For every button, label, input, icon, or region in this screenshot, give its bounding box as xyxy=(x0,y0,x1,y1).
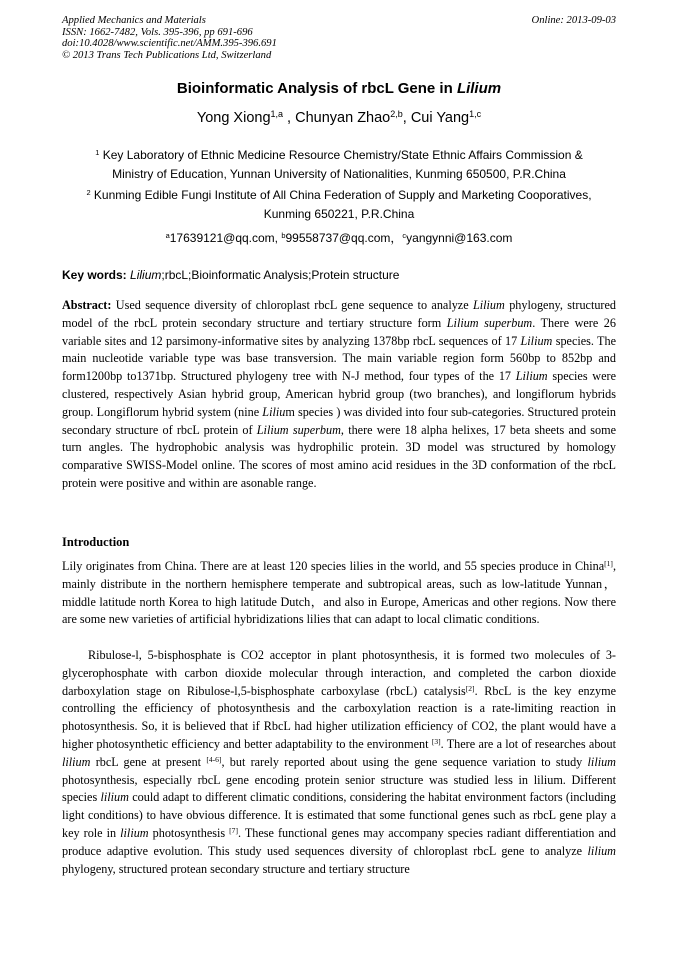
text-run: . RbcL is the key enzyme controlling the efficiency of photosynthesis and the carboxylation reaction is a rate-limiting reaction in photosynthesis. So, it is believed that if RbcL had higher utilization efficiency of CO2, the plant would have a higher photosynthetic efficiency and better adaptability to the environment xyxy=(62,683,617,751)
italic-term: Lilium xyxy=(520,333,553,348)
author-separator: , xyxy=(402,110,411,126)
abstract-label: Abstract: xyxy=(62,298,116,312)
journal-issn: ISSN: 1662-7482, Vols. 395-396, pp 691-696 xyxy=(62,26,253,38)
keyword-italic: Lilium xyxy=(130,268,162,282)
italic-term: lilium xyxy=(62,754,91,769)
affiliation-line: Key Laboratory of Ethnic Medicine Resource Chemistry/State Ethnic Affairs Commission & xyxy=(102,148,583,162)
author-name: Chunyan Zhao xyxy=(295,110,391,126)
author-separator: , xyxy=(283,110,296,126)
keywords-rest: ;rbcL;Bioinformatic Analysis;Protein structure xyxy=(161,268,400,282)
text-run: photosynthesis xyxy=(148,825,230,840)
italic-term: Lilium xyxy=(515,369,548,384)
text-run: species. The main nucleotide variable type was base transversion. The main variable region form 560bp to 852bp and form1200bp to1371bp. Structured phylogeny tree with N-J method, four types of the 17 xyxy=(62,333,616,384)
keywords-label: Key words: xyxy=(62,268,131,282)
email-mark: b xyxy=(281,230,286,240)
italic-term: lilium xyxy=(587,754,616,769)
title-italic: Lilium xyxy=(456,80,502,97)
text-run: phylogeny, structured model of the rbcL protein secondary structure and tertiary structure form xyxy=(62,298,616,330)
paper-title xyxy=(0,80,678,97)
text-run: . There are a lot of researches about xyxy=(440,736,616,751)
email-mark: c xyxy=(402,230,407,240)
affiliation-line: Kunming Edible Fungi Institute of All China Federation of Supply and Marketing Cooporatives, xyxy=(93,188,592,202)
email-address[interactable]: 99558737@qq.com， xyxy=(285,231,403,245)
citation-mark: [7] xyxy=(229,825,238,835)
affiliation-number: 2 xyxy=(86,187,91,197)
affiliation-1 xyxy=(60,146,618,184)
text-run: , mainly distribute in the northern hemisphere temperate and subtropical areas, such as low-latitude Yunnan，middle latitude north Korea to high latitude Dutch，and also in Europe, Americas and other regions. Now there are some new varieties of artificial hybridizations lilies that can adapt to local climatic conditions. xyxy=(62,559,616,627)
author-affil-mark: 1,a xyxy=(270,109,284,120)
text-run: could adapt to different climatic conditions, considering the habitat environment factors (including light conditions) to have obvious difference. It is estimated that some functional genes such as rbcL gene play a key role in xyxy=(62,790,616,840)
text-run: m species ) was divided into four sub-categories. Structured protein secondary structure of rbcL protein of xyxy=(62,404,617,437)
italic-term: Lilium superbum xyxy=(256,422,341,437)
text-run: , there were 18 alpha helixes, 17 beta sheets and some turn angles. The hydrophobic analysis was hydrophilic protein. 3D model was structured by homology comparative SWISS-Model online. The scores of most amino acid residues in the 3D conformation of the rbcL protein were positive and within are asonable range. xyxy=(62,422,616,490)
text-run: , but rarely reported about using the gene sequence variation to study xyxy=(221,754,588,769)
journal-header xyxy=(62,15,616,61)
abstract-text xyxy=(62,298,616,490)
text-run: species were clustered, respectively Asian hybrid group, American hybrid group (two branches), and longiflorum hybrids group. Longiflorum hybrid system (nine xyxy=(62,369,616,419)
citation-mark: [4-6] xyxy=(206,754,222,764)
text-run: . These functional genes may accompany species radiant differentiation and produce adaptive evolution. This study used sequences diversity of chloroplast rbcL gene to analyze xyxy=(62,825,617,858)
author-name: Yong Xiong xyxy=(196,110,271,126)
email-list xyxy=(0,229,678,246)
text-run: phylogeny, structured protean secondary structure and tertiary structure xyxy=(62,861,410,876)
text-run: Lily originates from China. There are at least 120 species lilies in the world, and 55 species produce in China xyxy=(62,559,605,573)
author-name: Cui Yang xyxy=(410,110,470,126)
citation-mark: [1] xyxy=(604,558,613,568)
italic-term: Lilium superbum xyxy=(446,315,533,330)
italic-term: lilium xyxy=(120,825,149,840)
text-run: Used sequence diversity of chloroplast rbcL gene sequence to analyze xyxy=(115,298,473,312)
italic-term: lilium xyxy=(100,790,129,805)
citation-mark: [3] xyxy=(431,736,441,746)
text-run: rbcL gene at present xyxy=(90,754,207,769)
text-run: photosynthesis, especially rbcL gene encoding protein senior structure was studied less in lilium. Different species xyxy=(62,772,616,805)
italic-term: Liliu xyxy=(262,404,286,419)
section-heading-introduction: Introduction xyxy=(62,535,130,549)
author-affil-mark: 1,c xyxy=(469,109,482,120)
abstract xyxy=(62,297,616,493)
journal-copyright: © 2013 Trans Tech Publications Ltd, Switzerland xyxy=(62,49,272,61)
citation-mark: [2] xyxy=(465,683,475,693)
intro-paragraph-2 xyxy=(62,647,616,878)
email-address[interactable]: yangynni@163.com xyxy=(406,231,513,245)
text-run: . There were 26 variable sites and 12 parsimony-informative sites by analyzing 1378bp rbcL sequences of 17 xyxy=(62,315,616,348)
intro-paragraph-1 xyxy=(62,558,616,629)
keywords xyxy=(62,268,616,282)
title-text: Bioinformatic Analysis of rbcL Gene in xyxy=(176,80,457,97)
italic-term: Lilium xyxy=(472,298,505,312)
author-list xyxy=(0,110,678,126)
affiliation-2 xyxy=(60,186,618,224)
email-mark: a xyxy=(165,230,170,240)
online-date: Online: 2013-09-03 xyxy=(531,15,616,26)
italic-term: lilium xyxy=(587,843,616,858)
affiliation-number: 1 xyxy=(95,147,100,157)
journal-name: Applied Mechanics and Materials xyxy=(62,15,206,26)
author-affil-mark: 2,b xyxy=(390,109,403,120)
email-address[interactable]: 17639121@qq.com, xyxy=(169,231,282,245)
journal-doi: doi:10.4028/www.scientific.net/AMM.395-396.691 xyxy=(62,38,277,49)
affiliation-line: Ministry of Education, Yunnan University of Nationalities, Kunming 650500, P.R.China xyxy=(112,167,566,181)
affiliation-line: Kunming 650221, P.R.China xyxy=(263,207,415,221)
text-run: Ribulose-l, 5-bisphosphate is CO2 acceptor in plant photosynthesis, it is formed two molecules of 3-glycerophosphate with carbon dioxide molecular through interaction, and completed the carbon dioxide darboxylation stage on Ribulose-l,5-bisphosphate carboxylase (rbcL) catalysis xyxy=(62,648,616,698)
